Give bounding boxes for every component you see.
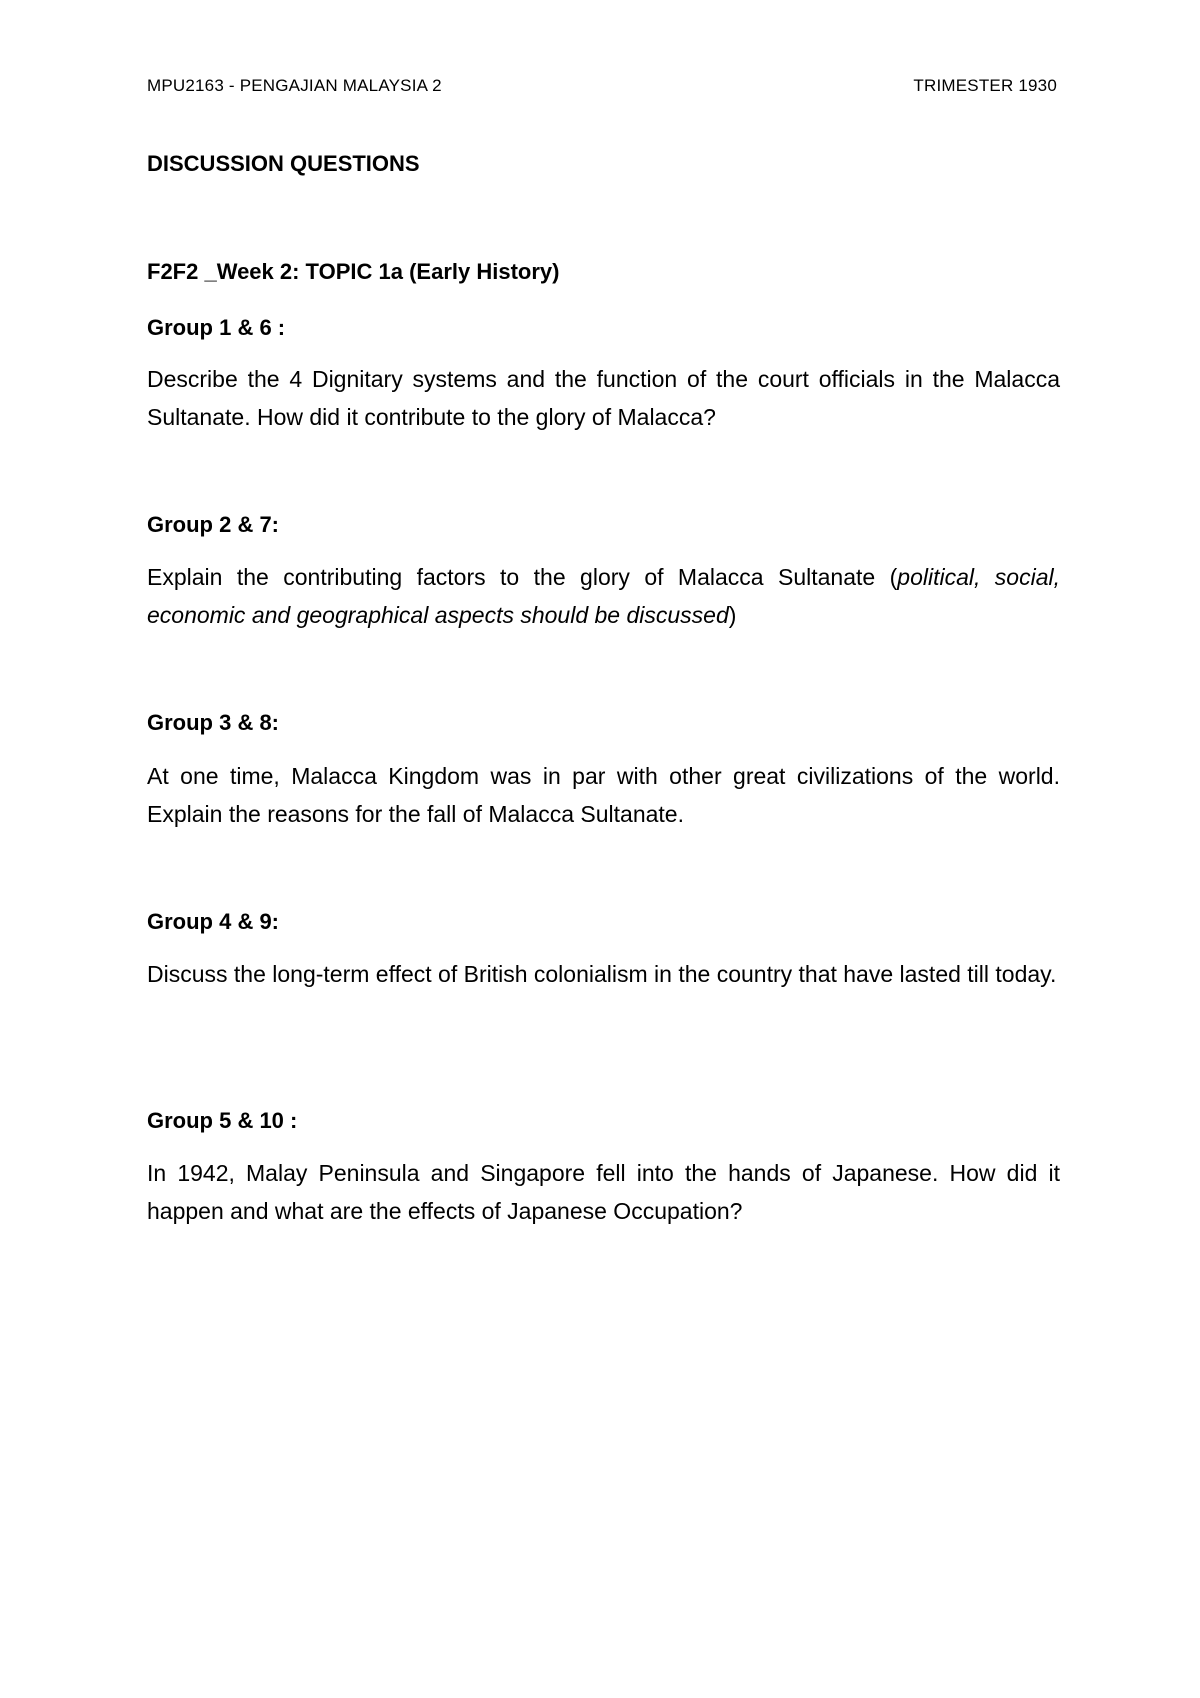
group-label-4-9: Group 4 & 9: xyxy=(147,909,280,934)
question-group-1-6: Describe the 4 Dignitary systems and the function of the court officials in the Malacca Sultanate. How did it contribute to the glory of Malacca? xyxy=(147,366,1060,430)
question-group-2-7 xyxy=(147,558,1060,634)
header-course-code: MPU2163 - PENGAJIAN MALAYSIA 2 xyxy=(147,76,442,95)
group-label-1-6: Group 1 & 6 : xyxy=(147,315,286,340)
question-group-2-7-suffix: ) xyxy=(728,602,737,628)
question-group-2-7-prefix: Explain the contributing factors to the glory of Malacca Sultanate ( xyxy=(147,564,898,590)
question-group-5-10: In 1942, Malay Peninsula and Singapore fell into the hands of Japanese. How did it happen and what are the effects of Japanese Occupation? xyxy=(147,1160,1060,1224)
group-label-5-10: Group 5 & 10 : xyxy=(147,1108,298,1133)
group-label-3-8: Group 3 & 8: xyxy=(147,710,280,735)
group-label-2-7: Group 2 & 7: xyxy=(147,512,280,537)
question-group-4-9: Discuss the long-term effect of British colonialism in the country that have lasted till today. xyxy=(147,961,1057,987)
question-group-2-7-italic: political, social, economic and geographical aspects should be discussed xyxy=(147,564,1060,628)
topic-heading: F2F2 _Week 2: TOPIC 1a (Early History) xyxy=(147,259,560,284)
question-group-3-8: At one time, Malacca Kingdom was in par with other great civilizations of the world. Explain the reasons for the fall of Malacca Sultanate. xyxy=(147,763,1060,827)
header-trimester: TRIMESTER 1930 xyxy=(913,76,1057,95)
document-title: DISCUSSION QUESTIONS xyxy=(147,151,420,176)
